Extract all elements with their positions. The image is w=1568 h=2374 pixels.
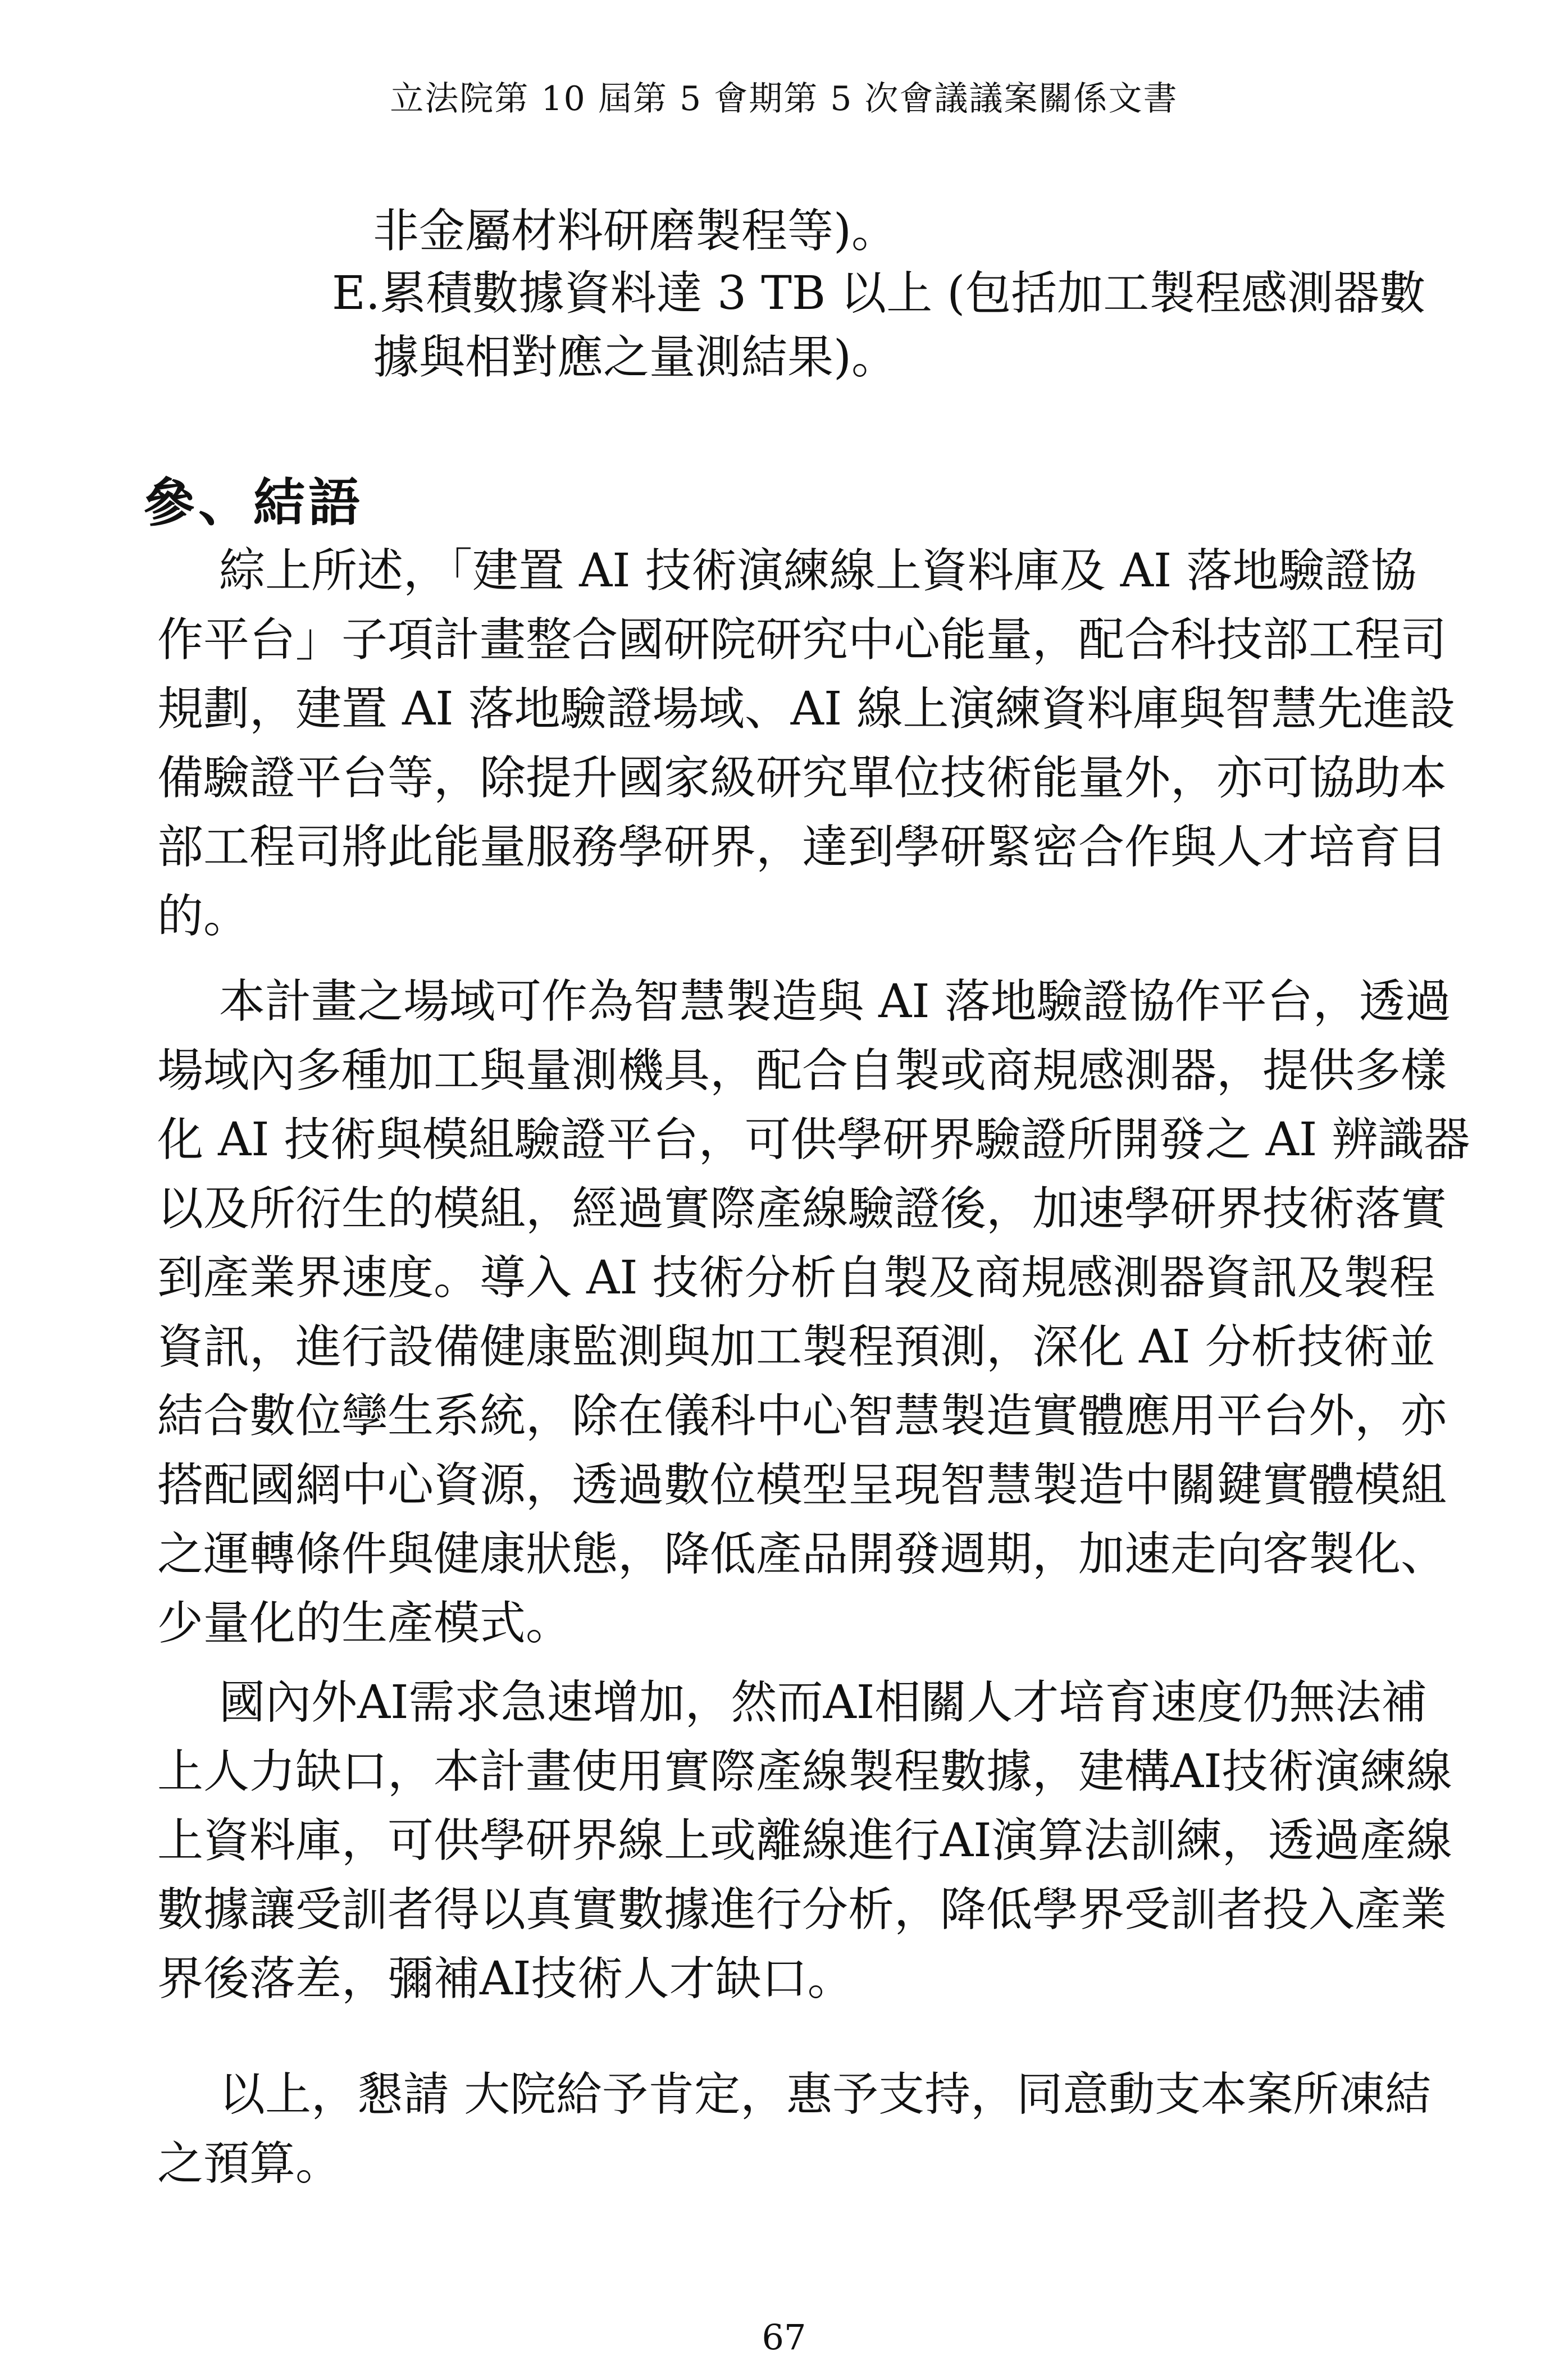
- text-line: 的。: [157, 890, 250, 943]
- text-line: 到產業界速度。導入 AI 技術分析自製及商規感測器資訊及製程: [157, 1251, 1435, 1305]
- text-line: 國內外AI需求急速增加，然而AI相關人才培育速度仍無法補: [219, 1676, 1428, 1729]
- list-item-continuation: 非金屬材料研磨製程等)。: [373, 204, 897, 258]
- paragraph-conclusion-1: [157, 536, 1456, 951]
- text-line: 上人力缺口，本計畫使用實際產線製程數據，建構AI技術演練線: [157, 1745, 1452, 1798]
- text-line: 界後落差，彌補AI技術人才缺口。: [157, 1952, 854, 2006]
- text-line: 部工程司將此能量服務學研界，達到學研緊密合作與人才培育目: [157, 821, 1447, 874]
- text-line: 綜上所述，「建置 AI 技術演練線上資料庫及 AI 落地驗證協: [219, 544, 1417, 598]
- list-item-e: E.累積數據資料達 3 TB 以上 (包括加工製程感測器數: [332, 267, 1426, 320]
- text-line: 場域內多種加工與量測機具，配合自製或商規感測器，提供多樣: [157, 1044, 1447, 1097]
- paragraph-conclusion-4: [157, 2060, 1432, 2198]
- page-number: 67: [762, 2317, 806, 2358]
- text-line: 以及所衍生的模組，經過實際產線驗證後，加速學研界技術落實: [157, 1182, 1447, 1236]
- text-line: 搭配國網中心資源，透過數位模型呈現智慧製造中關鍵實體模組: [157, 1459, 1447, 1512]
- text-line: 以上，懇請 大院給予肯定，惠予支持，同意動支本案所凍結: [219, 2068, 1432, 2121]
- paragraph-conclusion-3: [157, 1668, 1452, 2013]
- text-line: 資訊，進行設備健康監測與加工製程預測，深化 AI 分析技術並: [157, 1320, 1435, 1374]
- text-line: 之預算。: [157, 2137, 342, 2190]
- text-line: 備驗證平台等，除提升國家級研究單位技術能量外，亦可協助本: [157, 751, 1447, 805]
- text-line: 規劃，建置 AI 落地驗證場域、AI 線上演練資料庫與智慧先進設: [157, 682, 1456, 736]
- text-line: 本計畫之場域可作為智慧製造與 AI 落地驗證協作平台，透過: [219, 975, 1451, 1028]
- text-line: 上資料庫，可供學研界線上或離線進行AI演算法訓練，透過產線: [157, 1814, 1452, 1867]
- text-line: 作平台」子項計畫整合國研院研究中心能量，配合科技部工程司: [157, 613, 1447, 667]
- paragraph-conclusion-2: [157, 967, 1470, 1658]
- text-line: 結合數位孿生系統，除在儀科中心智慧製造實體應用平台外，亦: [157, 1389, 1447, 1443]
- section-heading: 參、結語: [143, 472, 364, 533]
- text-line: 化 AI 技術與模組驗證平台，可供學研界驗證所開發之 AI 辨識器: [157, 1113, 1470, 1167]
- text-line: 數據讓受訓者得以真實數據進行分析，降低學界受訓者投入產業: [157, 1883, 1447, 1936]
- text-line: 之運轉條件與健康狀態，降低產品開發週期，加速走向客製化、: [157, 1528, 1447, 1581]
- document-header: 立法院第 10 屆第 5 會期第 5 次會議議案關係文書: [390, 79, 1178, 119]
- text-line: 少量化的生產模式。: [157, 1597, 572, 1650]
- list-item-e-continuation: 據與相對應之量測結果)。: [373, 331, 897, 384]
